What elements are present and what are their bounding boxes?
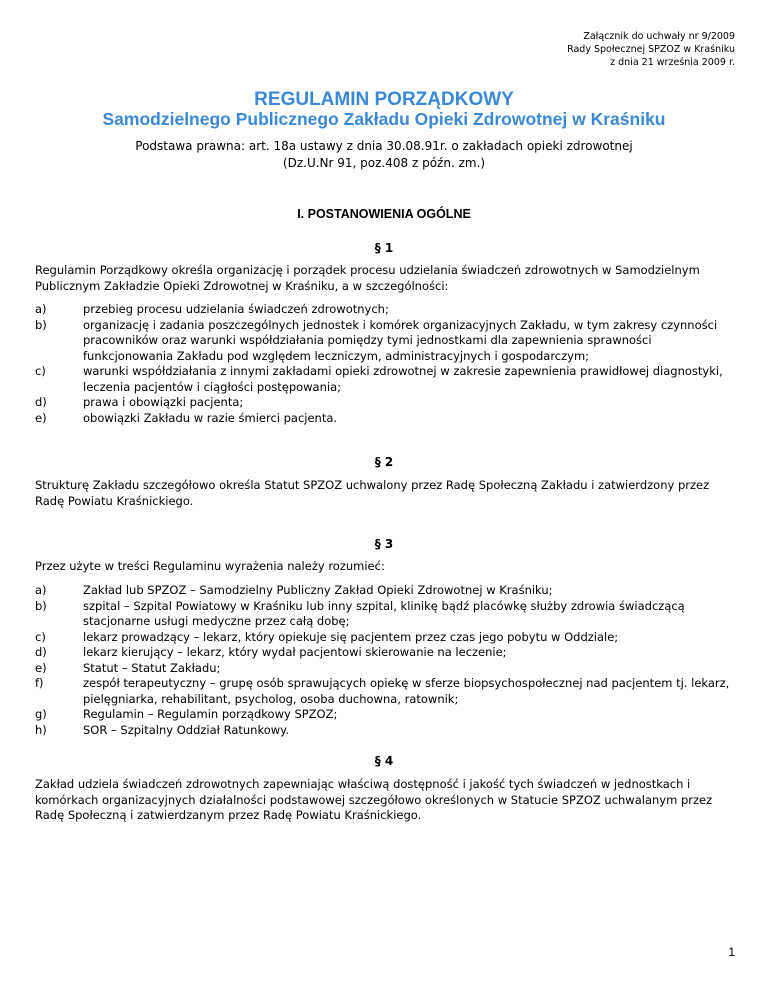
paragraph-4-heading: § 4 [374, 754, 394, 768]
paragraph-1-intro: Regulamin Porządkowy określa organizację i porządek procesu udzielania świadczeń zdrowotnych w Samodzielnym Publicznym Zakładzie Opieki Zdrowotnej w Kraśniku, a w szczególności: [35, 263, 700, 293]
paragraph-3-list [35, 583, 740, 738]
document-subtitle: Samodzielnego Publicznego Zakładu Opieki Zdrowotnej w Kraśniku [102, 109, 666, 129]
list-item: e) Statut – Statut Zakładu; [35, 660, 221, 675]
list-item: f) zespół terapeutyczny – grupę osób sprawujących opiekę w sferze biopsychospołecznej nad pacjentem tj. lekarz, pielęgniarka, rehabilitant, psycholog, osoba duchowna, ratownik; [35, 676, 730, 706]
paragraph-1-heading: § 1 [374, 241, 394, 255]
paragraph-2-text: Strukturę Zakładu szczegółowo określa Statut SPZOZ uchwalony przez Radę Społeczną Zakładu i zatwierdzony przez Radę Powiatu Kraśnickiego. [35, 478, 710, 508]
annex-line-3: z dnia 21 września 2009 r. [610, 57, 735, 68]
paragraph-4-text: Zakład udziela świadczeń zdrowotnych zapewniając właściwą dostępność i jakość tych świadczeń w jednostkach i komórkach organizacyjnych działalności podstawowej szczegółowo określonych w Statucie SPZOZ uchwalanym przez Radę Społeczną i zatwierdzanym przez Radę Powiatu Kraśnickiego. [35, 777, 713, 822]
document-title: REGULAMIN PORZĄDKOWY [254, 89, 514, 110]
section-heading: I. POSTANOWIENIA OGÓLNE [297, 207, 471, 221]
list-item: d) lekarz kierujący – lekarz, który wydał pacjentowi skierowanie na leczenie; [35, 645, 507, 659]
list-item: a) Zakład lub SPZOZ – Samodzielny Publiczny Zakład Opieki Zdrowotnej w Kraśniku; [35, 583, 553, 597]
annex-note [567, 30, 735, 69]
list-item: e) obowiązki Zakładu w razie śmierci pacjenta. [35, 410, 338, 425]
list-item: h) SOR – Szpitalny Oddział Ratunkowy. [35, 722, 289, 737]
page-number: 1 [728, 945, 735, 959]
paragraph-1-list [35, 302, 740, 426]
legal-basis-line-2: (Dz.U.Nr 91, poz.408 z późn. zm.) [282, 156, 486, 170]
annex-line-2: Rady Społecznej SPZOZ w Kraśniku [567, 44, 735, 55]
paragraph-2-heading: § 2 [374, 455, 394, 469]
list-item: c) lekarz prowadzący – lekarz, który opiekuje się pacjentem przez czas jego pobytu w Oddziale; [35, 629, 619, 644]
list-item: a) przebieg procesu udzielania świadczeń zdrowotnych; [35, 302, 389, 316]
list-item: b) organizację i zadania poszczególnych jednostek i komórek organizacyjnych Zakładu, w tym zakresy czynności pracowników oraz warunki współdziałania pomiędzy tymi jednostkami dla zapewnienia sprawności funkcjonowania Zakładu pod względem leczniczym, administracyjnych i gospodarczym; [35, 317, 718, 363]
paragraph-3-heading: § 3 [374, 537, 394, 551]
list-item: d) prawa i obowiązki pacjenta; [35, 395, 244, 409]
list-item: b) szpital – Szpital Powiatowy w Kraśniku lub inny szpital, klinikę bądź placówkę służby zdrowia świadczącą stacjonarne usługi medyczne przez całą dobę; [35, 598, 685, 628]
list-item: c) warunki współdziałania z innymi zakładami opieki zdrowotnej w zakresie zapewnienia prawidłowej diagnostyki, leczenia pacjentów i ciągłości postępowania; [35, 364, 723, 394]
paragraph-3-intro: Przez użyte w treści Regulaminu wyrażenia należy rozumieć: [35, 559, 385, 573]
annex-line-1: Załącznik do uchwały nr 9/2009 [583, 31, 735, 42]
legal-basis [0, 138, 768, 172]
list-item: g) Regulamin – Regulamin porządkowy SPZOZ; [35, 707, 338, 721]
legal-basis-line-1: Podstawa prawna: art. 18a ustawy z dnia 30.08.91r. o zakładach opieki zdrowotnej [135, 139, 633, 153]
